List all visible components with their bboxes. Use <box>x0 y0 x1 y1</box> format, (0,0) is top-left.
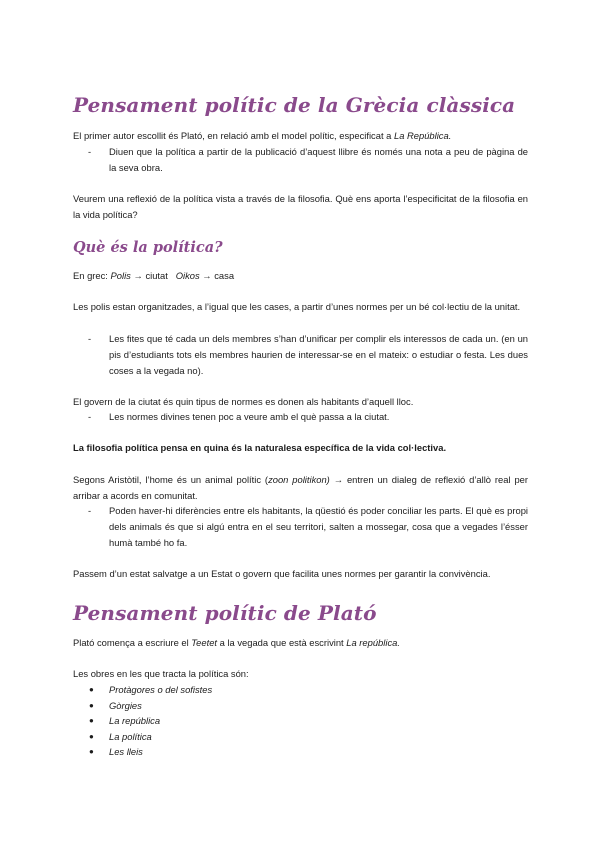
list-item <box>89 713 160 729</box>
dash-item-normes <box>88 409 528 425</box>
bullet-icon: ● <box>89 685 94 694</box>
book-teetet: Teetet <box>191 637 218 648</box>
dash-marker: - <box>88 411 92 422</box>
dash-item-text: Les fites que té cada un dels membres s’han d’unificar per complir els interessos de cada un. (en un pis d’estudiants tots els membres haurien de interessar-se en el mateix: o estudiar o festa. Les dues coses a la vegada no). <box>109 333 528 376</box>
work-title: La república <box>109 715 161 726</box>
bullet-icon: ● <box>89 701 94 710</box>
paragraph-plato <box>73 635 528 651</box>
work-title: Gòrgies <box>109 700 142 711</box>
paragraph-passem: Passem d’un estat salvatge a un Estat o govern que facilita unes normes per garantir la convivència. <box>73 568 491 579</box>
polis-meaning: → ciutat <box>130 270 168 281</box>
dash-marker: - <box>88 333 92 344</box>
oikos-meaning: → casa <box>199 270 235 281</box>
aristotil-text-end: entren un dialeg de reflexió d’allò real per arribar a acords en comunitat. <box>73 474 528 501</box>
list-item <box>89 729 152 745</box>
paragraph-reflexio: Veurem una reflexió de la política vista a través de la filosofia. Què ens aporta l’especificitat de la filosofia en la vida política? <box>73 193 528 220</box>
list-item <box>89 698 142 714</box>
dash-marker: - <box>88 505 92 516</box>
book-republica: La república. <box>346 637 400 648</box>
list-item <box>89 744 143 760</box>
list-item <box>89 682 212 698</box>
plato-text-mid: a la vegada que està escrivint <box>217 637 347 648</box>
paragraph-obres: Les obres en les que tracta la política són: <box>73 668 249 679</box>
dash-marker: - <box>88 146 92 157</box>
bullet-icon: ● <box>89 716 94 725</box>
intro-paragraph <box>73 128 528 144</box>
dash-item-text: Diuen que la política a partir de la publicació d’aquest llibre és només una nota a peu de pàgina de la seva obra. <box>109 146 528 173</box>
paragraph-polis: Les polis estan organitzades, a l’igual que les cases, a partir d’unes normes per un bé col·lectiu de la unitat. <box>73 301 521 312</box>
plato-text: Plató comença a escriure el <box>73 637 192 648</box>
heading-pensament-plato: Pensament polític de Plató <box>73 601 377 625</box>
heading-que-es-politica: Què és la política? <box>73 239 223 256</box>
dash-item-nota <box>88 144 528 176</box>
dash-item-text: Poden haver-hi diferències entre els habitants, la qüestió és poder conciliar les parts. El què es propi dels animals és que si algú entra en el seu territori, salten a mossegar, cosa que a vegades l’ésser humà també ho fa. <box>109 505 528 548</box>
term-polis: Polis <box>110 270 131 281</box>
paragraph-govern: El govern de la ciutat és quin tipus de normes es donen als habitants d’aquell lloc. <box>73 396 414 407</box>
bold-statement: La filosofia política pensa en quina és la naturalesa específica de la vida col·lectiva. <box>73 442 447 453</box>
zoon-politikon: zoon politikon) → <box>268 474 344 485</box>
greek-terms-line <box>73 268 528 284</box>
greek-label: En grec: <box>73 270 111 281</box>
paragraph-aristotil <box>73 472 528 504</box>
dash-item-fites <box>88 331 528 379</box>
dash-item-text: Les normes divines tenen poc a veure amb el què passa a la ciutat. <box>109 411 390 422</box>
work-title: Les lleis <box>109 746 143 757</box>
bullet-icon: ● <box>89 747 94 756</box>
dash-item-diferencies <box>88 503 528 551</box>
bullet-icon: ● <box>89 732 94 741</box>
term-oikos: Oikos <box>175 270 200 281</box>
intro-book-title: La República. <box>393 130 452 141</box>
work-title: La política <box>109 731 152 742</box>
heading-pensament-politic-grecia: Pensament polític de la Grècia clàssica <box>73 93 516 117</box>
intro-text: El primer autor escollit és Plató, en relació amb el model polític, especificat a <box>73 130 394 141</box>
work-title: Protàgores o del sofistes <box>109 684 213 695</box>
aristotil-text: Segons Aristòtil, l’home és un animal polític ( <box>73 474 269 485</box>
